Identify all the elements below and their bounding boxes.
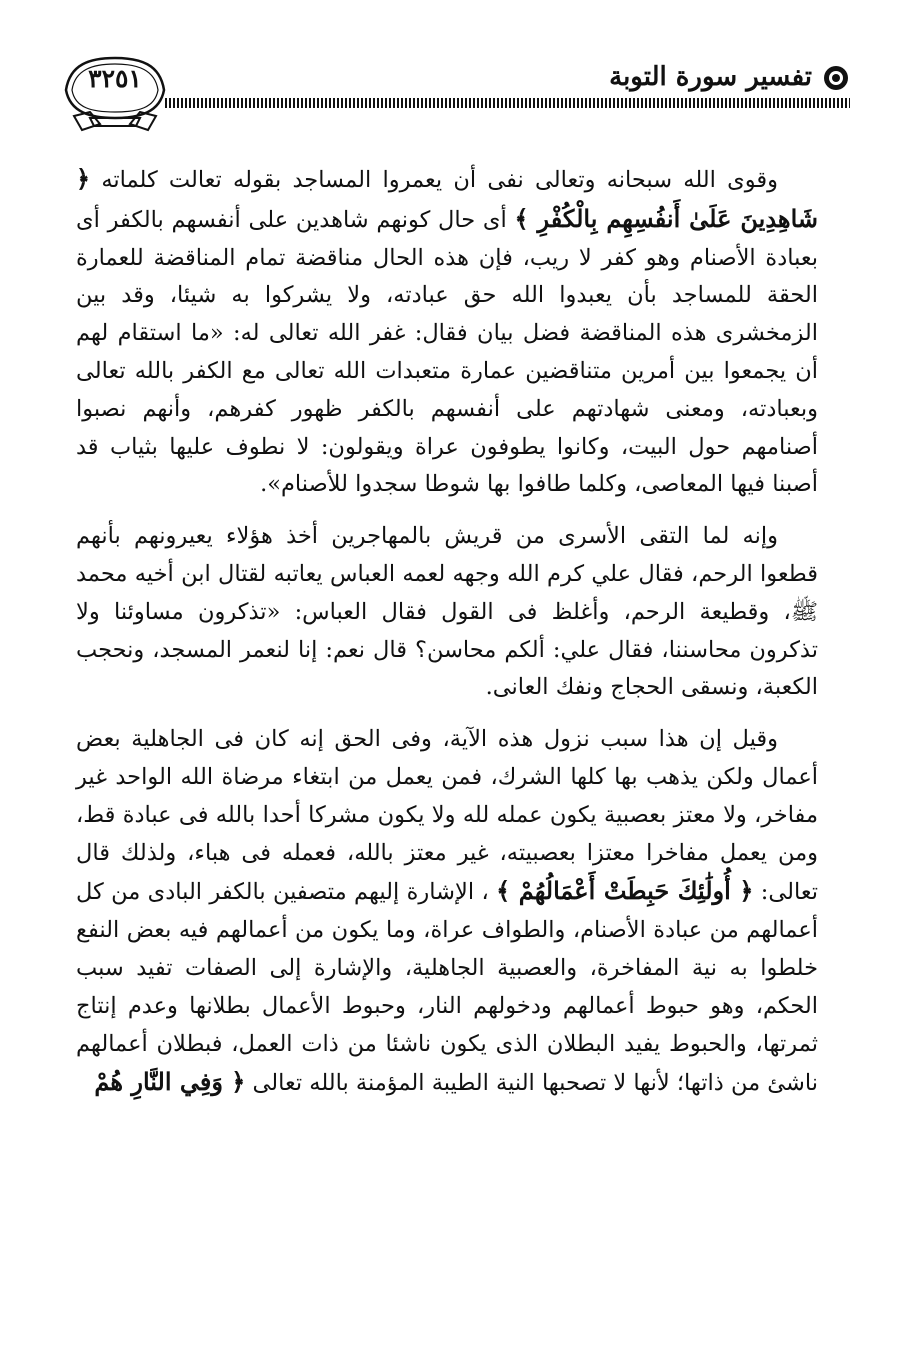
- paragraph-1-part-1: وقوى الله سبحانه وتعالى نفى أن يعمروا المساجد بقوله تعالت كلماته: [101, 167, 778, 193]
- quran-verse: ﴿ شَاهِدِينَ عَلَىٰ أَنفُسِهِم بِالْكُفْرِ ﴾: [76, 164, 818, 233]
- running-title: تفسير سورة التوبة: [609, 62, 812, 92]
- paragraph-1-part-2: أى حال كونهم شاهدين على أنفسهم بالكفر أى بعبادة الأصنام وهو كفر لا ريب، فإن هذه الحال مناقضة تمام المناقضة للعمارة الحقة للمساجد بأن يعبدوا الله حق عبادته، ولا يشركوا به شيئا، وقد بين الزمخشرى هذه المناقضة فضل بيان فقال: غفر الله تعالى له: «ما استقام لهم أن يجمعوا بين أمرين متناقضين عمارة متعبدات الله تعالى مع الكفر بالله تعالى وبعبادته، ومعنى شهادتهم على أنفسهم بالكفر ظهور كفرهم، وأنهم نصبوا أصنامهم حول البيت، وكانوا يطوفون عراة ويقولون: لا نطوف عليها بثياب قد أصبنا فيها المعاصى، وكلما طافوا بها شوطا سجدوا للأصنام».: [76, 206, 818, 498]
- body-text: [76, 160, 818, 1117]
- quran-verse: ﴿ أُولَٰئِكَ حَبِطَتْ أَعْمَالُهُمْ ﴾: [496, 876, 754, 906]
- paragraph-2: [76, 518, 818, 707]
- paragraph-1: [76, 160, 818, 504]
- ornament-icon: [822, 64, 850, 92]
- page-number: ٣٢٥١: [88, 64, 142, 93]
- paragraph-2-text: وإنه لما التقى الأسرى من قريش بالمهاجرين أخذ هؤلاء يعيرونهم بأنهم قطعوا الرحم، فقال علي كرم الله وجهه لعمه العباس يعاتبه لقتال ابن أخيه محمد ﷺ، وقطيعة الرحم، وأغلظ فى القول فقال العباس: «تذكرون مساوئنا ولا تذكرون محاسننا، فقال علي: ألكم محاسن؟ قال نعم: إنا لنعمر المسجد، ونحجب الكعبة، ونسقى الحجاج ونفك العانى.: [76, 523, 818, 701]
- header-divider: [165, 98, 850, 108]
- paragraph-3-part-2: ، الإشارة إليهم متصفين بالكفر البادى من كل أعمالهم من عبادة الأصنام، والطواف عراة، وما يكون من أعمالهم فيه بعض النفع خلطوا به نية المفاخرة، والعصبية الجاهلية، والإشارة إلى الصفات تفيد سبب الحكم، وهو حبوط أعمالهم ودخولهم النار، وحبوط الأعمال بطلانها وعدم إنتاج ثمرتها، والحبوط يفيد البطلان الذى يكون ناشئا من ذات العمل، فبطلان أعمالهم ناشئ من ذاتها؛ لأنها لا تصحبها النية الطيبة المؤمنة بالله تعالى: [76, 879, 818, 1097]
- paragraph-3: [76, 721, 818, 1103]
- quran-verse: ﴿ وَفِي النَّارِ هُمْ: [94, 1067, 246, 1097]
- page-header: [60, 40, 850, 135]
- paragraph-3-part-1: وقيل إن هذا سبب نزول هذه الآية، وفى الحق إنه كان فى الجاهلية بعض أعمال ولكن يذهب بها كلها الشرك، فمن يعمل من ابتغاء مرضاة الله الواحد غير مفاخر، ولا معتز بعصبية يكون عمله لله ولا يكون مشركا أحدا بالله فى عبادة قط، ومن يعمل مفاخرا معتزا بعصبيته، غير معتز بالله، فعمله فى هباء، ولذلك قال تعالى:: [76, 726, 818, 906]
